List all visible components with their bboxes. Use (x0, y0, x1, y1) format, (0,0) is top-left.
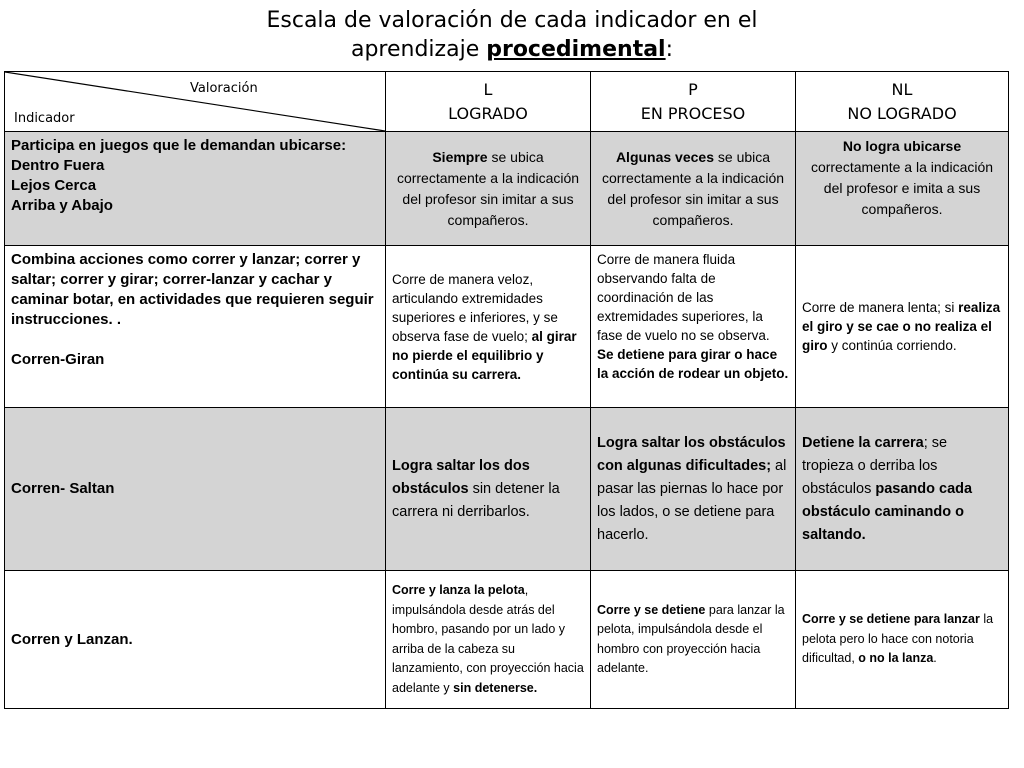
level-text: correctamente a la indicación del profesor e imita a sus compañeros. (810, 159, 994, 217)
header-label: NO LOGRADO (847, 103, 957, 123)
rubric-table (4, 71, 1009, 709)
level-nl-cell (796, 408, 1009, 571)
level-emphasis: o no la lanza (858, 651, 934, 666)
level-emphasis: Detiene la carrera (802, 434, 924, 451)
header-indicador: Indicador (14, 111, 75, 126)
level-p-cell (591, 571, 796, 709)
header-code: L (483, 79, 493, 99)
level-text: Corre de manera fluida observando falta de coordinación de las extremidades superiores, la fase de vuelo no se observa. (597, 252, 770, 343)
level-l-cell (386, 571, 591, 709)
level-emphasis: Siempre (432, 148, 488, 165)
indicator-text: Corren- Saltan (11, 480, 115, 497)
title-line-2: aprendizaje (350, 37, 487, 62)
header-row (5, 72, 1009, 132)
level-l-cell (386, 132, 591, 246)
level-nl-cell (796, 246, 1009, 408)
title-line-1: Escala de valoración de cada indicador en el (266, 8, 758, 33)
level-p-cell (591, 408, 796, 571)
level-emphasis: pasando cada obstáculo caminando o saltando. (802, 480, 973, 543)
level-text: . (933, 651, 937, 666)
table-row (5, 408, 1009, 571)
level-emphasis: Corre y se detiene para lanzar (802, 612, 980, 627)
indicator-cell (5, 132, 386, 246)
indicator-sub: Corren-Giran (11, 351, 105, 368)
title-emphasis: procedimental (486, 37, 666, 62)
level-emphasis: al girar no pierde el equilibrio y continúa su carrera. (392, 328, 577, 382)
table-row (5, 132, 1009, 246)
level-emphasis: Logra saltar los obstáculos con algunas dificultades; (597, 434, 786, 474)
indicator-item: Arriba y Abajo (11, 197, 113, 214)
level-text: , impulsándola desde atrás del hombro, pasando por un lado y arriba de la cabeza su lanzamiento, con proyección hacia adelante y (392, 583, 584, 695)
indicator-text: Combina acciones como correr y lanzar; correr y saltar; correr y girar; correr-lanzar y cachar y caminar botar, en actividades que requieren seguir instrucciones. . (11, 251, 374, 328)
indicator-text: Corren y Lanzan. (11, 630, 133, 648)
header-code: NL (891, 79, 913, 99)
header-label: LOGRADO (448, 103, 528, 123)
level-l-cell (386, 246, 591, 408)
level-text: la pelota pero lo hace con notoria dificultad, (802, 612, 994, 666)
level-text: al pasar las piernas lo hace por los lados, o se detiene para hacerlo. (597, 457, 787, 543)
level-text: y continúa corriendo. (827, 338, 957, 353)
level-nl-cell (796, 571, 1009, 709)
level-emphasis: Logra saltar los dos obstáculos (392, 457, 530, 497)
page-title (0, 6, 1024, 64)
header-col-l (386, 72, 591, 132)
level-text: se ubica correctamente a la indicación del profesor sin imitar a sus compañeros. (601, 148, 785, 228)
header-label: EN PROCESO (640, 103, 746, 123)
title-suffix: : (665, 37, 674, 62)
header-col-p (591, 72, 796, 132)
level-text: Corre de manera veloz, articulando extremidades superiores e inferiores, y se observa fase de vuelo; (392, 271, 558, 344)
table-row (5, 571, 1009, 709)
level-emphasis: Corre y lanza la pelota (392, 583, 525, 597)
level-emphasis: Se detiene para girar o hace la acción de rodear un objeto. (597, 347, 789, 381)
level-emphasis: Corre y se detiene (597, 602, 706, 617)
level-text: Corre de manera lenta; si (802, 300, 959, 315)
header-code: P (688, 79, 698, 99)
header-valoracion: Valoración (190, 81, 258, 96)
header-corner-cell (5, 72, 386, 132)
level-emphasis: realiza el giro y se cae o no realiza el giro (802, 300, 1001, 353)
level-text: sin detener la carrera ni derribarlos. (392, 480, 560, 520)
level-p-cell (591, 246, 796, 408)
level-nl-cell (796, 132, 1009, 246)
header-col-nl (796, 72, 1009, 132)
level-emphasis: No logra ubicarse (842, 138, 962, 154)
level-text: se ubica correctamente a la indicación del profesor sin imitar a sus compañeros. (396, 148, 580, 228)
level-text: ; se tropieza o derriba los obstáculos (802, 434, 948, 497)
indicator-cell (5, 408, 386, 571)
level-emphasis: sin detenerse. (453, 680, 538, 695)
table-row (5, 246, 1009, 408)
level-text: para lanzar la pelota, impulsándola desde el hombro con proyección hacia adelante. (597, 602, 785, 675)
level-emphasis: Algunas veces (615, 148, 714, 165)
level-p-cell (591, 132, 796, 246)
indicator-text: Participa en juegos que le demandan ubicarse: (11, 137, 347, 154)
indicator-cell (5, 246, 386, 408)
indicator-cell (5, 571, 386, 709)
indicator-item: Lejos Cerca (11, 177, 97, 194)
indicator-item: Dentro Fuera (11, 157, 105, 174)
level-l-cell (386, 408, 591, 571)
